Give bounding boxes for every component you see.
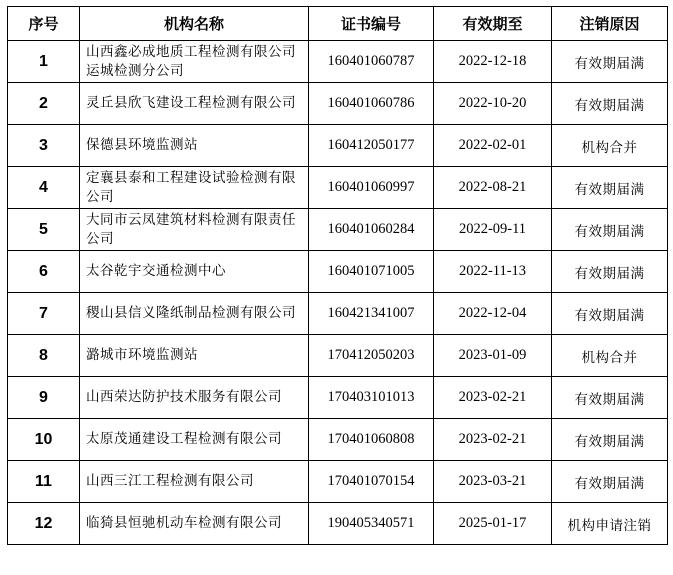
row-seq: 1 [8, 41, 80, 83]
row-seq: 8 [8, 335, 80, 377]
row-org-name: 潞城市环境监测站 [80, 335, 309, 377]
row-org-name: 山西荣达防护技术服务有限公司 [80, 377, 309, 419]
row-valid-until: 2022-08-21 [434, 167, 552, 209]
row-seq: 6 [8, 251, 80, 293]
row-valid-until: 2025-01-17 [434, 503, 552, 545]
header-cert-no: 证书编号 [309, 7, 434, 41]
row-valid-until: 2023-02-21 [434, 377, 552, 419]
row-org-name: 太原茂通建设工程检测有限公司 [80, 419, 309, 461]
cancellation-table-container [7, 6, 668, 545]
row-cancel-reason: 机构合并 [552, 125, 668, 167]
row-cert-no: 170401060808 [309, 419, 434, 461]
row-cert-no: 190405340571 [309, 503, 434, 545]
table-row [8, 293, 668, 335]
table-row [8, 125, 668, 167]
table-row [8, 377, 668, 419]
table-row [8, 335, 668, 377]
header-cancel-reason: 注销原因 [552, 7, 668, 41]
header-org-name: 机构名称 [80, 7, 309, 41]
row-cert-no: 170401070154 [309, 461, 434, 503]
row-org-name: 定襄县泰和工程建设试验检测有限公司 [80, 167, 309, 209]
row-valid-until: 2023-03-21 [434, 461, 552, 503]
row-cert-no: 170403101013 [309, 377, 434, 419]
row-cert-no: 160421341007 [309, 293, 434, 335]
row-valid-until: 2022-10-20 [434, 83, 552, 125]
row-seq: 11 [8, 461, 80, 503]
row-cert-no: 160401071005 [309, 251, 434, 293]
row-cancel-reason: 有效期届满 [552, 41, 668, 83]
row-org-name: 太谷乾宇交通检测中心 [80, 251, 309, 293]
row-cert-no: 160401060284 [309, 209, 434, 251]
table-row [8, 251, 668, 293]
row-cancel-reason: 有效期届满 [552, 167, 668, 209]
row-cancel-reason: 有效期届满 [552, 461, 668, 503]
row-valid-until: 2022-02-01 [434, 125, 552, 167]
row-cert-no: 160401060787 [309, 41, 434, 83]
row-org-name: 稷山县信义隆纸制品检测有限公司 [80, 293, 309, 335]
table-row [8, 461, 668, 503]
row-cert-no: 160401060997 [309, 167, 434, 209]
row-org-name: 山西三江工程检测有限公司 [80, 461, 309, 503]
row-cancel-reason: 有效期届满 [552, 251, 668, 293]
table-header-row [8, 7, 668, 41]
row-org-name: 山西鑫必成地质工程检测有限公司运城检测分公司 [80, 41, 309, 83]
header-valid-until: 有效期至 [434, 7, 552, 41]
row-cert-no: 160401060786 [309, 83, 434, 125]
row-seq: 12 [8, 503, 80, 545]
row-valid-until: 2022-12-18 [434, 41, 552, 83]
table-row [8, 503, 668, 545]
row-cancel-reason: 有效期届满 [552, 293, 668, 335]
row-org-name: 大同市云凤建筑材料检测有限责任公司 [80, 209, 309, 251]
row-seq: 5 [8, 209, 80, 251]
table-row [8, 419, 668, 461]
row-org-name: 保德县环境监测站 [80, 125, 309, 167]
table-row [8, 209, 668, 251]
table-body [8, 41, 668, 545]
row-valid-until: 2022-12-04 [434, 293, 552, 335]
row-cancel-reason: 机构合并 [552, 335, 668, 377]
row-seq: 4 [8, 167, 80, 209]
row-seq: 9 [8, 377, 80, 419]
row-valid-until: 2022-09-11 [434, 209, 552, 251]
table-row [8, 167, 668, 209]
row-cancel-reason: 有效期届满 [552, 209, 668, 251]
table-row [8, 83, 668, 125]
row-cancel-reason: 机构申请注销 [552, 503, 668, 545]
table-row [8, 41, 668, 83]
row-cancel-reason: 有效期届满 [552, 377, 668, 419]
header-seq: 序号 [8, 7, 80, 41]
row-valid-until: 2023-01-09 [434, 335, 552, 377]
cancellation-table [7, 6, 668, 545]
row-cancel-reason: 有效期届满 [552, 83, 668, 125]
row-valid-until: 2022-11-13 [434, 251, 552, 293]
row-org-name: 灵丘县欣飞建设工程检测有限公司 [80, 83, 309, 125]
row-seq: 3 [8, 125, 80, 167]
row-valid-until: 2023-02-21 [434, 419, 552, 461]
row-cancel-reason: 有效期届满 [552, 419, 668, 461]
row-cert-no: 170412050203 [309, 335, 434, 377]
row-seq: 10 [8, 419, 80, 461]
row-org-name: 临猗县恒驰机动车检测有限公司 [80, 503, 309, 545]
row-seq: 7 [8, 293, 80, 335]
row-cert-no: 160412050177 [309, 125, 434, 167]
row-seq: 2 [8, 83, 80, 125]
